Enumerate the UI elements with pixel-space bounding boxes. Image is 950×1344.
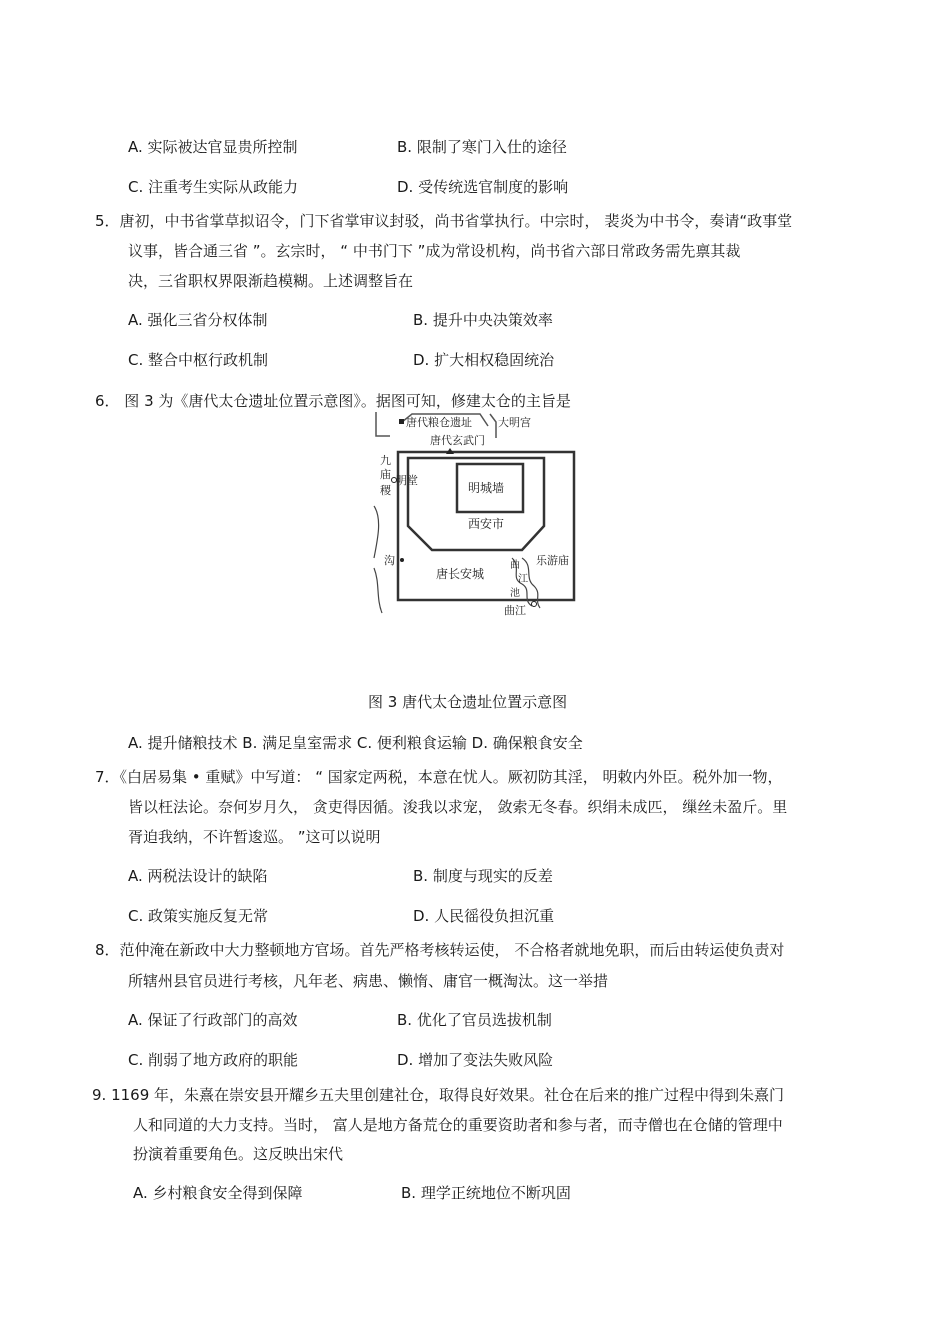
q8-stem-line-2: 所辖州县官员进行考核，凡年老、病患、懒惰、庸官一概淘汰。这一举措 [128, 972, 609, 990]
map-daming-wall [490, 414, 496, 438]
label-miao: 庙 [380, 468, 391, 481]
label-mingtang: 明堂 [396, 474, 418, 487]
q4-option-b[interactable]: B. 限制了寒门入仕的途径 [397, 138, 567, 156]
q9-stem-line-1: 9. 1169 年，朱熹在崇安县开耀乡五夫里创建社仓，取得良好效果。社仓在后来的推广过程中得到朱熹门 [92, 1086, 785, 1104]
q5-option-c[interactable]: C. 整合中枢行政机制 [128, 351, 269, 369]
q9-option-a[interactable]: A. 乡村粮食安全得到保障 [133, 1184, 303, 1202]
label-jiang: 江 [518, 574, 528, 585]
label-ji: 稷 [380, 484, 391, 497]
label-qu: 曲 [510, 560, 520, 571]
q4-option-d[interactable]: D. 受传统选官制度的影响 [397, 178, 569, 196]
taicang-site-map [372, 408, 584, 620]
q5-option-d[interactable]: D. 扩大相权稳固统治 [413, 351, 555, 369]
label-mingcheng: 明城墙 [468, 481, 505, 495]
q7-stem-line-1: 7．《白居易集 • 重赋》中写道： “ 国家定两税，本意在忧人。厥初防其淫， 明敕内外臣。税外加一物， [95, 768, 783, 786]
label-leyou: 乐游庙 [536, 554, 569, 567]
q8-stem-line-1: 8．范仲淹在新政中大力整顿地方官场。首先严格考核转运使， 不合格者就地免职，而后由转运使负责对 [95, 941, 785, 959]
q4-option-c[interactable]: C. 注重考生实际从政能力 [128, 178, 299, 196]
granary-marker [399, 419, 404, 424]
q6-stem: 6． 图 3 为《唐代太仓遗址位置示意图》。据图可知，修建太仓的主旨是 [95, 392, 571, 410]
gou-marker [400, 558, 404, 562]
label-chi: 池 [510, 588, 520, 599]
label-xuanwu: 唐代玄武门 [430, 434, 485, 447]
label-jiu: 九 [380, 454, 391, 467]
map-top-left-wall [376, 412, 390, 436]
qujiang-marker [532, 602, 537, 607]
q7-stem-line-3: 胥迫我纳，不许暂逡巡。 ”这可以说明 [128, 828, 381, 846]
q8-option-d[interactable]: D. 增加了变法失败风险 [397, 1051, 554, 1069]
q5-stem-line-2: 议事，皆合通三省 ”。玄宗时， “ 中书门下 ”成为常设机构，尚书省六部日常政务需先禀其裁 [128, 242, 741, 260]
q5-stem-line-3: 决，三省职权界限渐趋模糊。上述调整旨在 [128, 272, 414, 290]
q9-option-b[interactable]: B. 理学正统地位不断巩固 [401, 1184, 571, 1202]
q7-option-a[interactable]: A. 两税法设计的缺陷 [128, 867, 268, 885]
q9-stem-line-2: 人和同道的大力支持。当时， 富人是地方备荒仓的重要资助者和参与者，而寺僧也在仓储的管理中 [133, 1116, 783, 1134]
q6-options[interactable]: A. 提升储粮技术 B. 满足皇室需求 C. 便利粮食运输 D. 确保粮食安全 [128, 734, 583, 752]
q7-option-d[interactable]: D. 人民徭役负担沉重 [413, 907, 555, 925]
q7-option-c[interactable]: C. 政策实施反复无常 [128, 907, 269, 925]
q7-stem-line-2: 皆以枉法论。奈何岁月久， 贪吏得因循。浚我以求宠， 敛索无冬春。织绢未成匹， 缫丝未盈斤。里 [128, 798, 788, 816]
q9-stem-line-3: 扮演着重要角色。这反映出宋代 [133, 1145, 344, 1163]
q5-option-a[interactable]: A. 强化三省分权体制 [128, 311, 268, 329]
map-figure [372, 408, 584, 620]
label-granary: 唐代粮仓遗址 [406, 416, 472, 429]
label-daming: 大明宫 [498, 416, 531, 429]
label-changan: 唐长安城 [436, 567, 485, 581]
q7-option-b[interactable]: B. 制度与现实的反差 [413, 867, 553, 885]
q6-figure-caption: 图 3 唐代太仓遗址位置示意图 [368, 693, 568, 711]
label-qujiang: 曲江 [504, 604, 526, 617]
label-gou: 沟 [384, 554, 395, 567]
q8-option-c[interactable]: C. 削弱了地方政府的职能 [128, 1051, 299, 1069]
q8-option-b[interactable]: B. 优化了官员选拔机制 [397, 1011, 552, 1029]
q8-option-a[interactable]: A. 保证了行政部门的高效 [128, 1011, 298, 1029]
left-river [374, 506, 382, 613]
q5-stem-line-1: 5．唐初，中书省掌草拟诏令，门下省掌审议封驳，尚书省掌执行。中宗时， 裴炎为中书令，奏请“政事堂 [95, 212, 793, 230]
q4-option-a[interactable]: A. 实际被达官显贵所控制 [128, 138, 298, 156]
q5-option-b[interactable]: B. 提升中央决策效率 [413, 311, 553, 329]
label-xian: 西安市 [468, 517, 505, 531]
